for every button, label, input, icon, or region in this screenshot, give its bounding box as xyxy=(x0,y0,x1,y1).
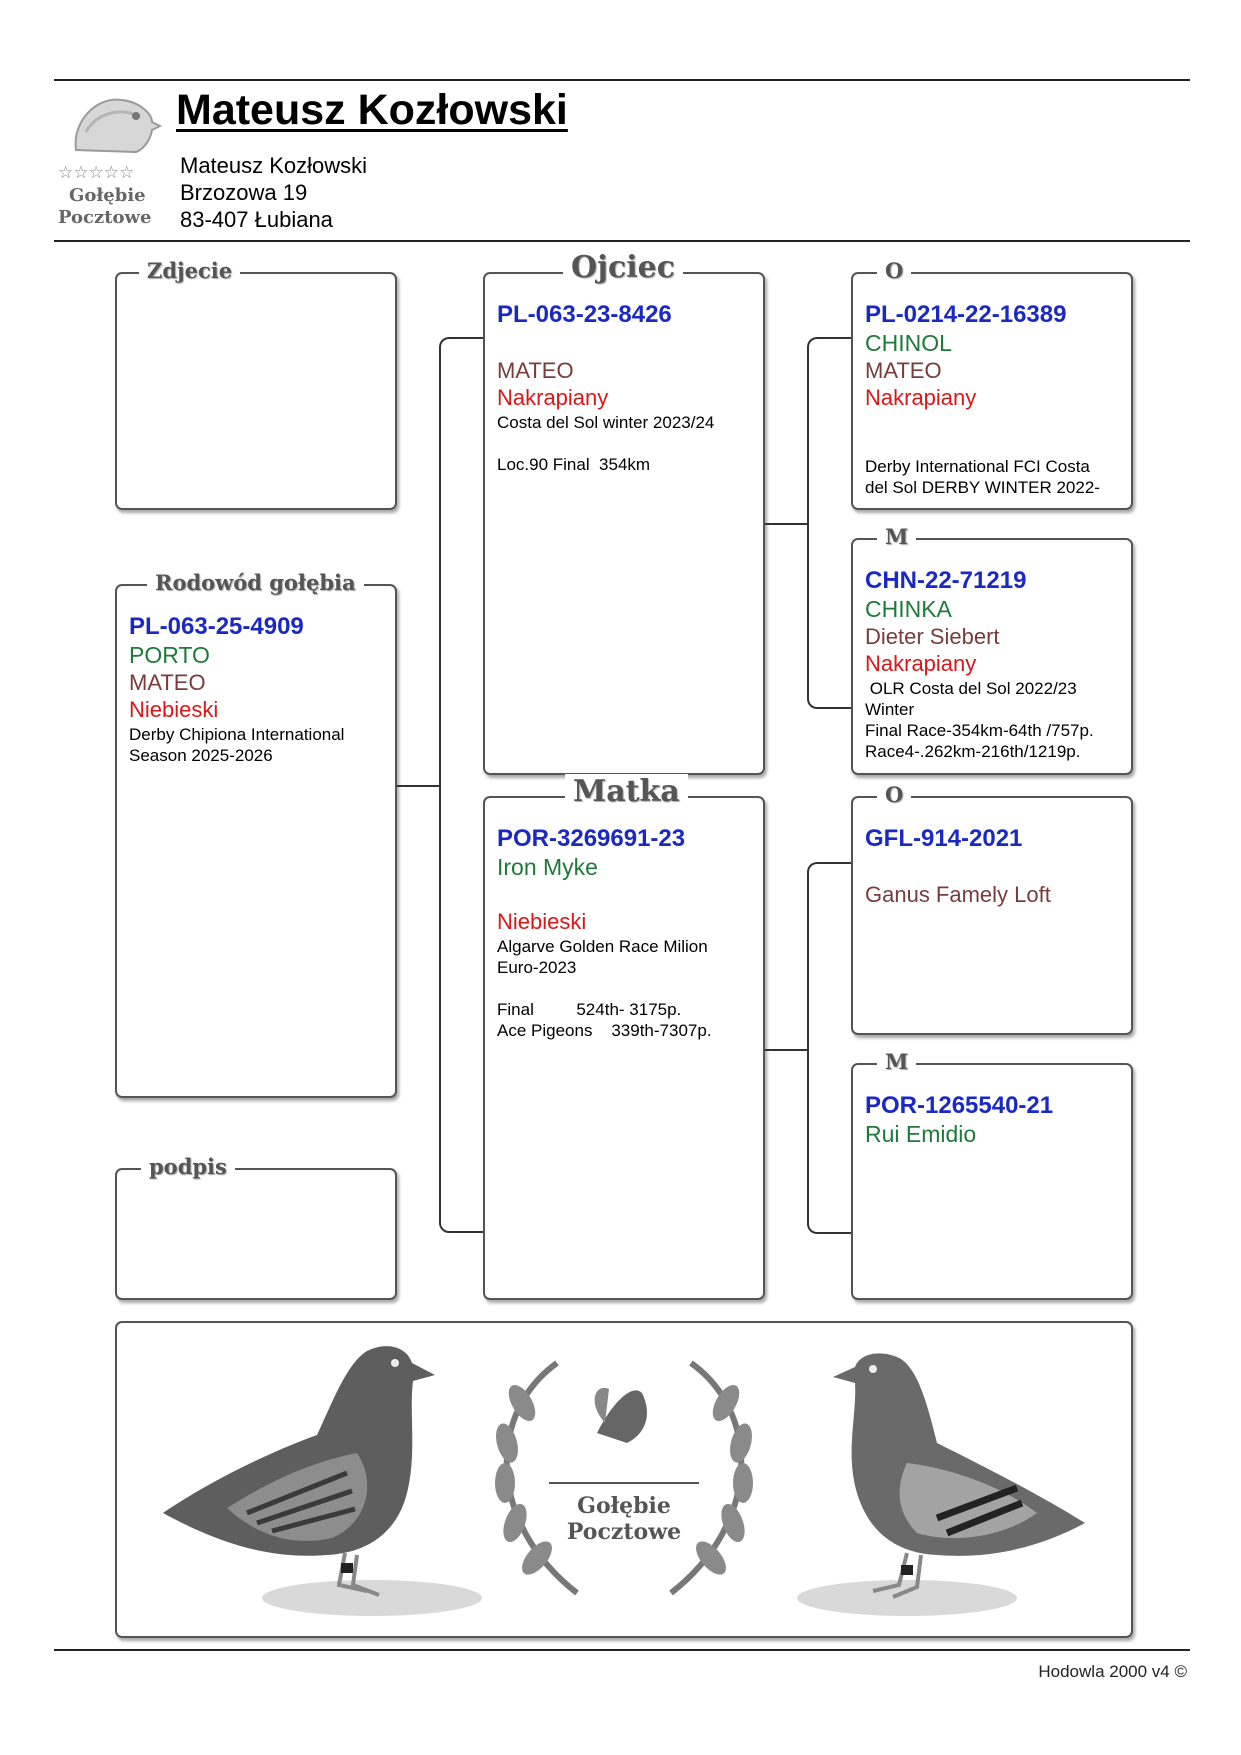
mother-mother-box xyxy=(851,1049,1133,1300)
father-mother-content xyxy=(865,566,1123,762)
top-rule xyxy=(54,79,1190,81)
mother-father-content xyxy=(865,824,1123,908)
pigeon-left-image xyxy=(163,1346,482,1616)
father-box-title: Ojciec xyxy=(563,250,683,285)
logo-line1: Gołębie xyxy=(69,185,146,206)
connector-mother-parents xyxy=(807,862,851,1234)
pigeon-right-image xyxy=(797,1353,1085,1616)
subject-color: Niebieski xyxy=(129,697,219,722)
father-father-note: Derby International FCI Costa del Sol DERBY WINTER 2022- xyxy=(865,457,1100,497)
father-father-content xyxy=(865,300,1123,498)
photo-box[interactable] xyxy=(115,258,397,510)
mother-father-breeder: Ganus Famely Loft xyxy=(865,882,1051,907)
mother-content xyxy=(497,824,755,1041)
banner-logo-line1: Gołębie xyxy=(577,1493,671,1519)
mother-name: Iron Myke xyxy=(497,854,598,880)
connector-parents xyxy=(439,337,483,1233)
mother-mother-name: Rui Emidio xyxy=(865,1121,977,1147)
address-city: 83-407 Łubiana xyxy=(180,207,333,232)
header-rule xyxy=(54,240,1190,242)
subject-box-title: Rodowód gołębia xyxy=(147,570,364,595)
father-father-color: Nakrapiany xyxy=(865,385,977,410)
father-mother-ring: CHN-22-71219 xyxy=(865,567,1027,594)
mother-mother-ring: POR-1265540-21 xyxy=(865,1092,1054,1119)
banner-logo-line2: Pocztowe xyxy=(566,1519,682,1545)
father-color: Nakrapiany xyxy=(497,385,609,410)
father-father-title: O xyxy=(877,258,911,283)
father-mother-title: M xyxy=(877,524,916,549)
father-father-name: CHINOL xyxy=(865,330,952,356)
subject-name: PORTO xyxy=(129,642,210,668)
mother-box-title: Matka xyxy=(565,774,688,809)
connector-father xyxy=(765,523,807,525)
mother-father-title: O xyxy=(877,782,911,807)
mother-breeder xyxy=(497,881,755,908)
father-box xyxy=(483,250,765,775)
address-street: Brzozowa 19 xyxy=(180,180,308,205)
banner-box xyxy=(115,1321,1133,1638)
father-ring: PL-063-23-8426 xyxy=(497,301,672,328)
father-name xyxy=(497,329,755,357)
mother-mother-title: M xyxy=(877,1049,916,1074)
svg-text:☆☆☆☆☆: ☆☆☆☆☆ xyxy=(58,163,135,183)
subject-box xyxy=(115,570,397,1098)
mother-note: Algarve Golden Race Milion Euro-2023 Final 524th- 3175p. Ace Pigeons 339th-7307p. xyxy=(497,937,712,1040)
subject-breeder: MATEO xyxy=(129,670,206,695)
logo-line2: Pocztowe xyxy=(58,207,152,228)
subject-ring: PL-063-25-4909 xyxy=(129,613,304,640)
mother-box xyxy=(483,774,765,1300)
signature-box-title: podpis xyxy=(141,1154,235,1179)
laurel-wreath-logo xyxy=(492,1363,756,1593)
father-breeder: MATEO xyxy=(497,358,574,383)
connector-father-parents xyxy=(807,337,851,709)
father-father-breeder: MATEO xyxy=(865,358,942,383)
father-mother-breeder: Dieter Siebert xyxy=(865,624,1000,649)
golebie-pocztowe-logo xyxy=(56,92,164,230)
father-mother-name: CHINKA xyxy=(865,596,952,622)
photo-box-title: Zdjecie xyxy=(139,258,240,283)
father-father-ring: PL-0214-22-16389 xyxy=(865,301,1067,328)
address-name: Mateusz Kozłowski xyxy=(180,153,368,178)
father-mother-color: Nakrapiany xyxy=(865,651,977,676)
signature-box[interactable] xyxy=(115,1154,397,1300)
father-mother-note: OLR Costa del Sol 2022/23 Winter Final Race-354km-64th /757p. Race4-.262km-216th/1219p. xyxy=(865,679,1094,761)
father-note: Costa del Sol winter 2023/24 Loc.90 Final 354km xyxy=(497,413,715,474)
mother-color: Niebieski xyxy=(497,909,587,934)
mother-mother-content xyxy=(865,1091,1123,1148)
mother-father-box xyxy=(851,782,1133,1035)
footer-copyright: Hodowla 2000 v4 © xyxy=(1038,1662,1187,1681)
spacer xyxy=(865,412,1123,456)
mother-father-ring: GFL-914-2021 xyxy=(865,825,1023,852)
connector-mother xyxy=(765,1049,807,1051)
father-mother-box xyxy=(851,524,1133,775)
father-father-box xyxy=(851,258,1133,510)
mother-ring: POR-3269691-23 xyxy=(497,825,686,852)
owner-address xyxy=(180,152,367,233)
subject-content xyxy=(129,612,387,766)
subject-note: Derby Chipiona International Season 2025-2026 xyxy=(129,725,345,765)
father-content xyxy=(497,300,755,475)
page-title: Mateusz Kozłowski xyxy=(176,86,568,134)
bottom-rule xyxy=(54,1649,1190,1651)
connector-subject xyxy=(397,785,439,787)
mother-father-name xyxy=(865,853,1123,881)
